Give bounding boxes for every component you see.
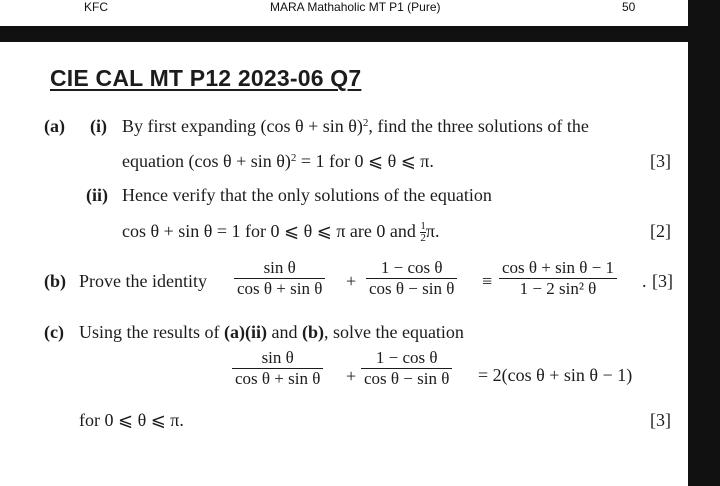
part-a-ii-marks: [2] <box>650 221 671 241</box>
part-a-i-line2: equation (cos θ + sin θ)$^2$ = 1 for 0 ⩽ θ ⩽ π. <box>122 151 434 171</box>
part-b-text: Prove the identity <box>79 271 207 291</box>
part-c-rhs: = 2(cos θ + sin θ − 1) <box>478 365 633 385</box>
part-b-label: (b) <box>44 271 66 291</box>
part-a-ii-label: (ii) <box>86 185 108 205</box>
part-c-fraction-2: $\frac{\text{1 − cos θ}}{\text{cos θ − sin θ}}$ <box>361 348 452 389</box>
part-a-label: (a) <box>44 116 65 136</box>
header-page-number: 50 <box>622 0 636 14</box>
part-c-plus: + <box>346 366 357 386</box>
part-b-marks: [3] <box>652 271 673 291</box>
part-c-text: Using the results of (a)(ii) and (b), solve the equation <box>79 322 464 342</box>
part-a-i-line1: By first expanding (cos θ + sin θ)$^2$, find the three solutions of the <box>122 116 589 136</box>
part-c-fraction-1: $\frac{\text{sin θ}}{\text{cos θ + sin θ}}$ <box>232 348 323 389</box>
half-fraction: $\frac{1}{2}$ <box>420 220 426 245</box>
header-title: MARA Mathaholic MT P1 (Pure) <box>270 0 441 14</box>
part-a-ii-line1: Hence verify that the only solutions of the equation <box>122 185 492 205</box>
part-a-i-marks: [3] <box>650 151 671 171</box>
part-b-fraction-1: $\frac{\text{sin θ}}{\text{cos θ + sin θ}}$ <box>234 258 325 299</box>
part-a-ii-line2: cos θ + sin θ = 1 for 0 ⩽ θ ⩽ π are 0 and $\frac{1}{2}$ π. <box>122 220 440 245</box>
part-c-marks: [3] <box>650 410 671 430</box>
part-b-period: . <box>642 271 647 291</box>
part-b-plus: + <box>346 271 357 291</box>
part-c-label: (c) <box>44 322 64 342</box>
part-b-fraction-2: $\frac{\text{1 − cos θ}}{\text{cos θ − sin θ}}$ <box>366 258 457 299</box>
part-b-equiv: ≡ <box>482 271 493 291</box>
header-left-label: KFC <box>84 0 108 14</box>
document-header <box>0 0 688 26</box>
question-title: CIE CAL MT P12 2023-06 Q7 <box>50 65 362 91</box>
question-page <box>0 42 688 486</box>
part-c-range: for 0 ⩽ θ ⩽ π. <box>79 410 184 430</box>
part-b-fraction-3: $\frac{\text{cos θ + sin θ − 1}}{\text{1 − 2 sin² θ}}$ <box>499 258 617 299</box>
part-a-i-label: (i) <box>90 116 107 136</box>
